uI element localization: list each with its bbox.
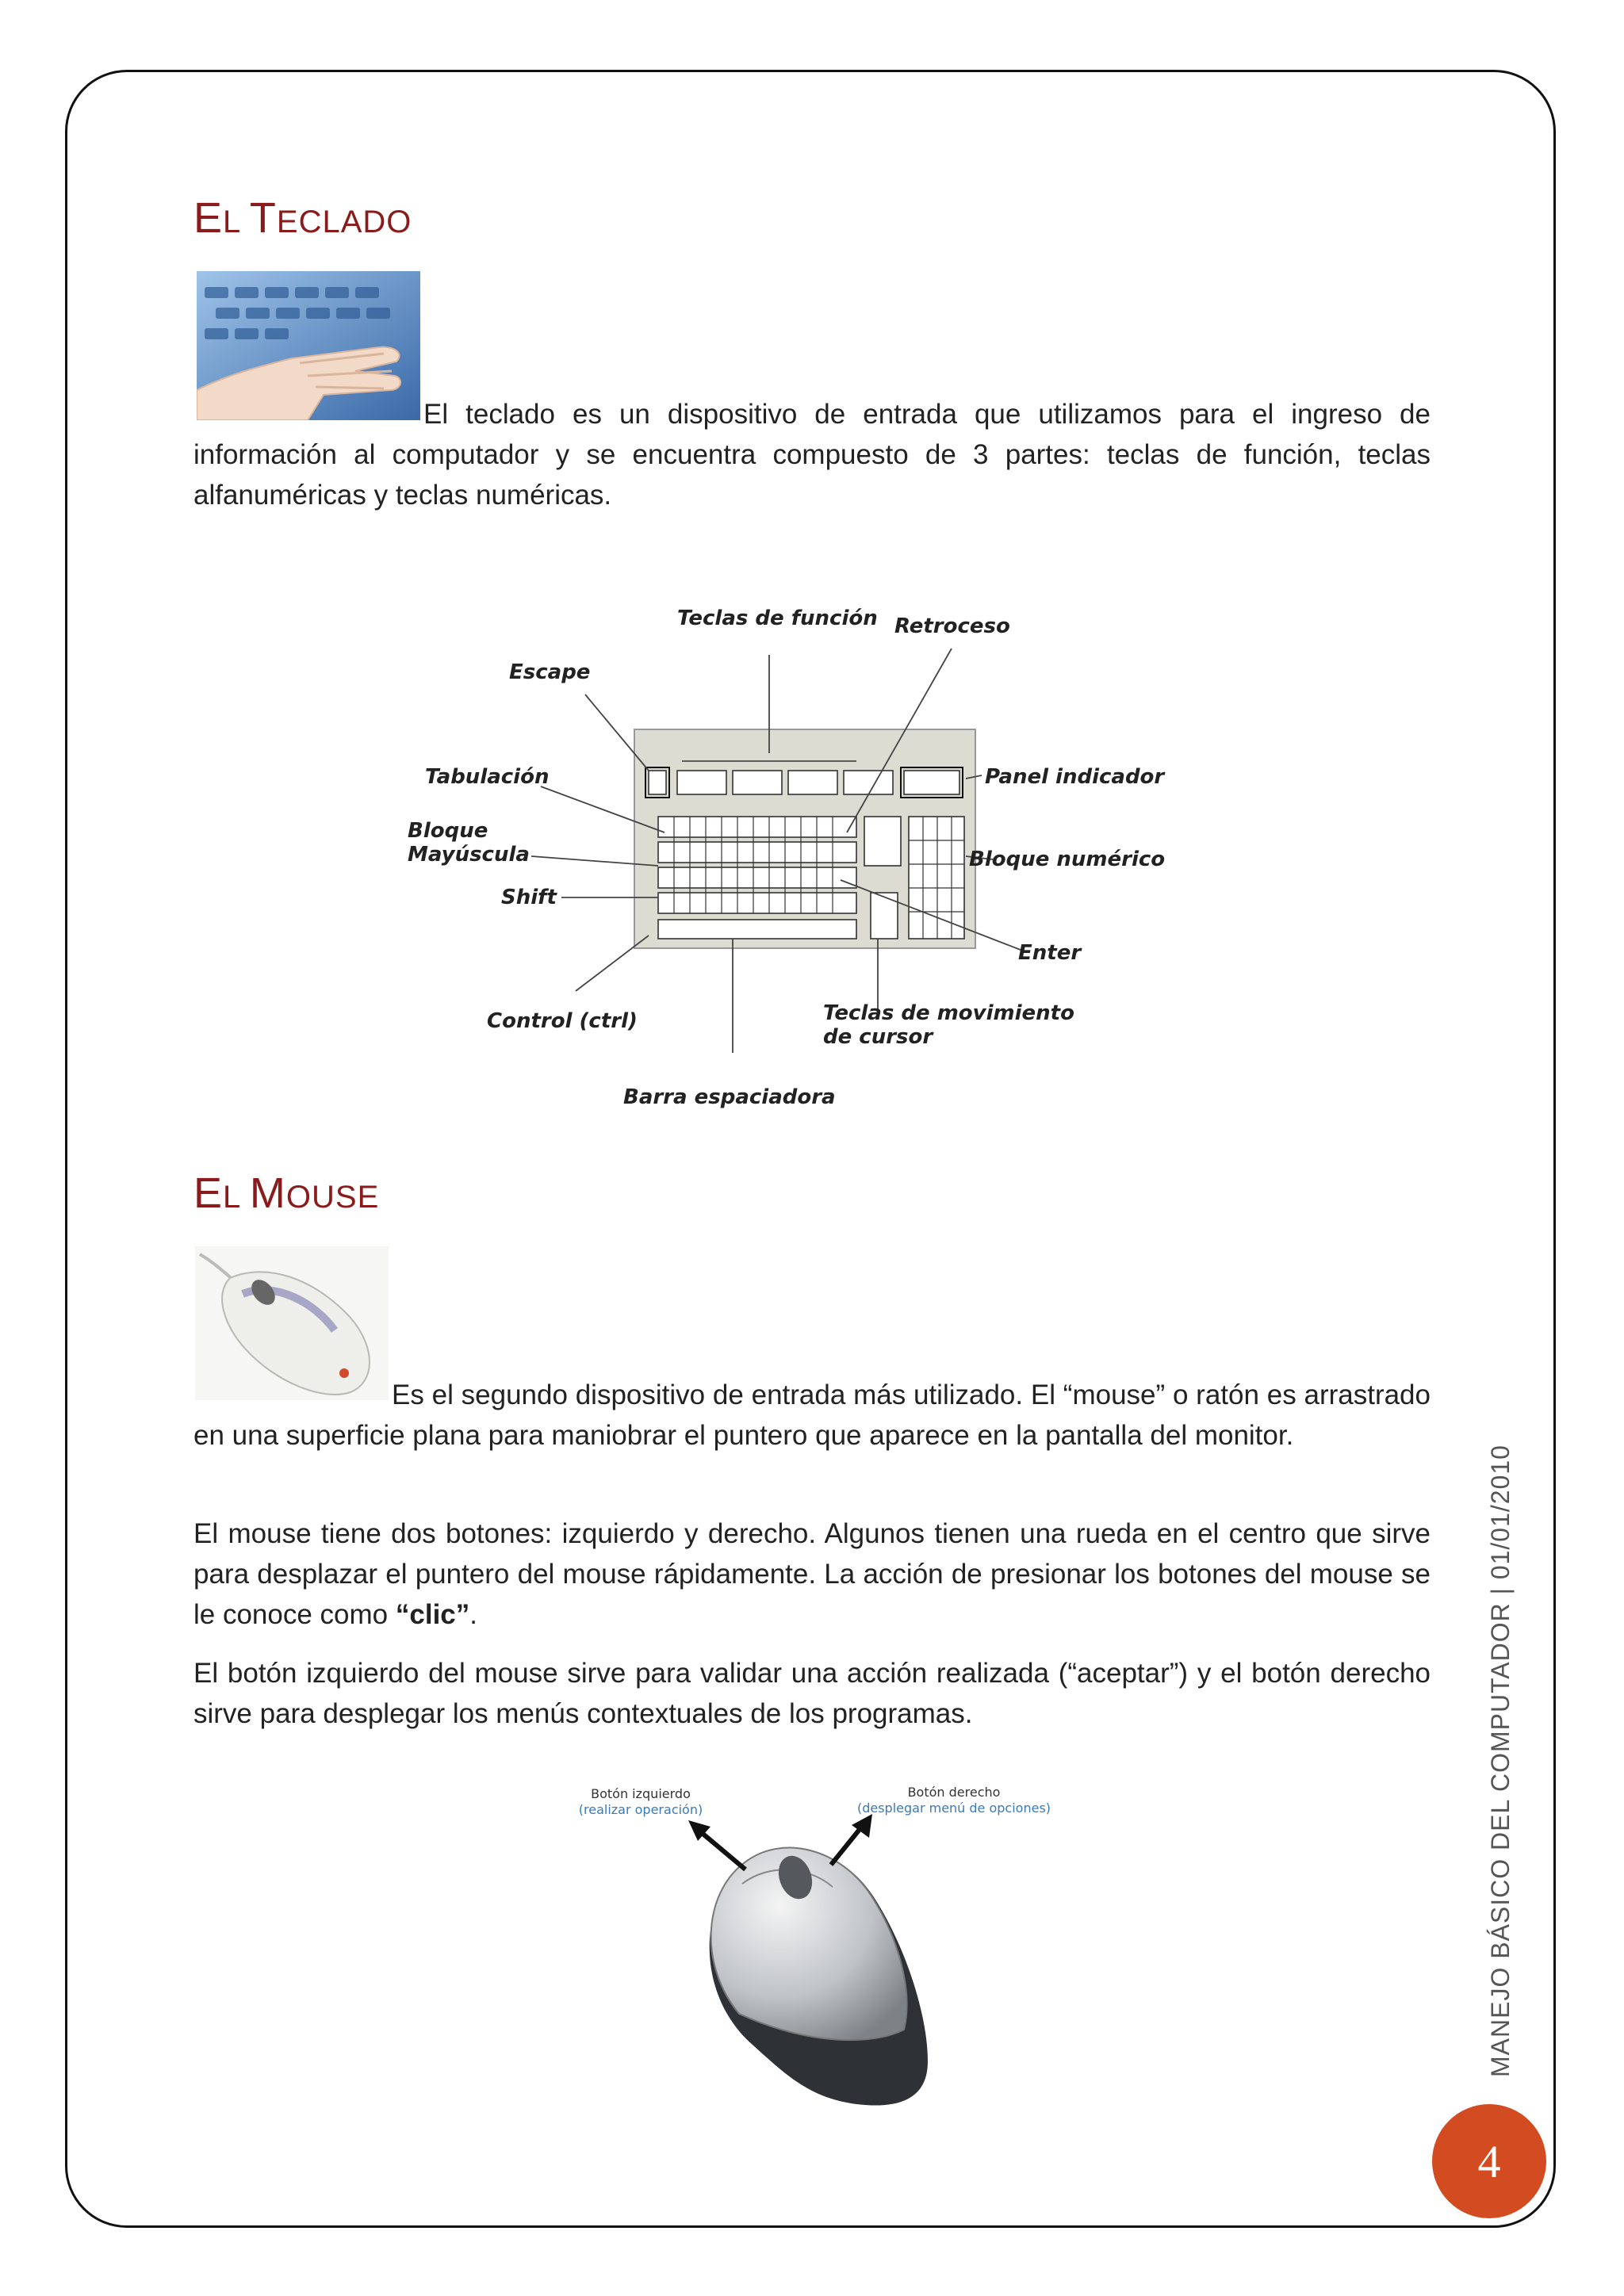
label-panel-indicador: Panel indicador (985, 765, 1165, 789)
label-teclas-funcion: Teclas de función (677, 607, 878, 630)
right-button-title: Botón derecho (907, 1785, 1001, 1800)
left-button-sub: (realizar operación) (578, 1802, 703, 1817)
label-escape: Escape (509, 660, 591, 684)
label-barra-espaciadora: Barra espaciadora (623, 1085, 836, 1109)
heading-el-teclado: EL TECLADO (193, 194, 412, 242)
mouse-buttons-diagram (555, 1776, 1063, 2125)
label-shift: Shift (501, 886, 557, 909)
left-button-title: Botón izquierdo (591, 1786, 691, 1801)
label-teclas-movimiento-2: de cursor (823, 1025, 933, 1049)
right-button-sub: (desplegar menú de opciones) (856, 1800, 1051, 1816)
footer-side-text: MANEJO BÁSICO DEL COMPUTADOR | 01/01/2010 (1486, 1445, 1515, 2077)
mouse-paragraph-2: El mouse tiene dos botones: izquierdo y derecho. Algunos tienen una rueda en el centro que sirve para desplazar el puntero del mouse rápidamente. La acción de presionar los botones del mouse se le conoce como “clic”. (193, 1518, 1431, 1630)
teclado-paragraph: El teclado es un dispositivo de entrada que utilizamos para el ingreso de información al computador y se encuentra compuesto de 3 partes: teclas de función, teclas alfanuméricas y teclas numéricas. (193, 399, 1431, 511)
label-control: Control (ctrl) (487, 1009, 638, 1033)
label-retroceso: Retroceso (894, 614, 1010, 638)
page-number-badge: 4 (1432, 2104, 1546, 2218)
label-tabulacion: Tabulación (425, 765, 550, 789)
label-bloque-numerico: Bloque numérico (969, 848, 1166, 871)
label-teclas-movimiento-1: Teclas de movimiento (823, 1001, 1074, 1025)
keyboard-diagram (396, 587, 1237, 1126)
mouse-paragraph-3: El botón izquierdo del mouse sirve para validar una acción realizada (“aceptar”) y el botón derecho sirve para desplegar los menús contextuales de los programas. (193, 1658, 1431, 1729)
mouse-paragraph-1: Es el segundo dispositivo de entrada más utilizado. El “mouse” o ratón es arrastrado en una superficie plana para maniobrar el puntero que aparece en la pantalla del monitor. (193, 1380, 1431, 1451)
label-mayuscula: Mayúscula (408, 843, 530, 867)
heading-el-mouse: EL MOUSE (193, 1169, 380, 1217)
label-enter: Enter (1018, 941, 1082, 965)
label-bloque: Bloque (408, 819, 488, 843)
clic-bold: “clic” (395, 1599, 470, 1630)
